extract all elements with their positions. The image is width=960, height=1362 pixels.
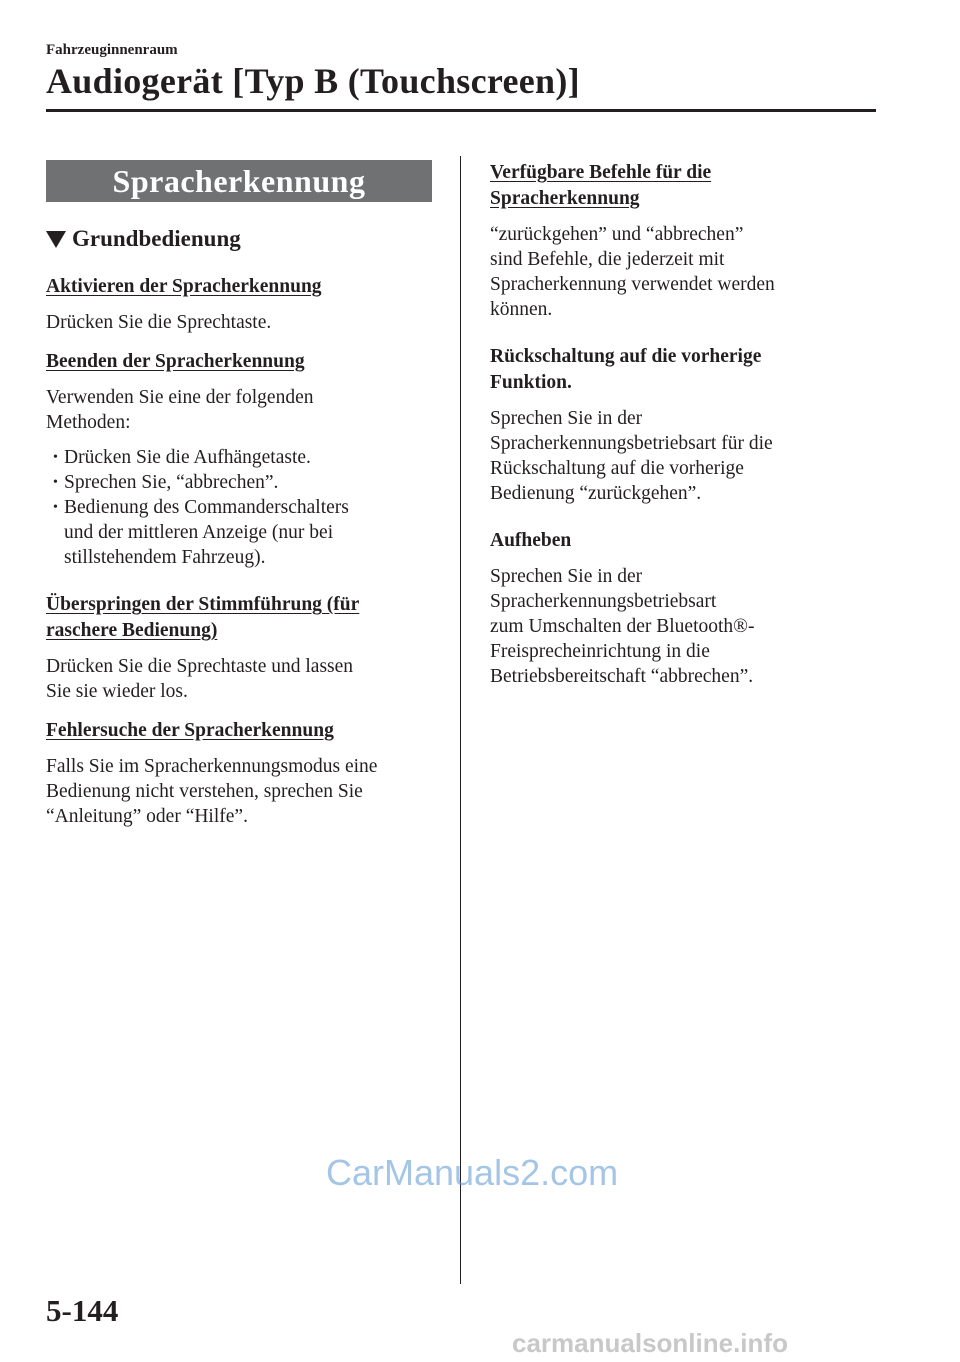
text-line: Drücken Sie die Sprechtaste und lassen [46, 656, 354, 677]
text-line: stillstehendem Fahrzeug). [64, 547, 266, 568]
text-line: und der mittleren Anzeige (nur bei [64, 522, 334, 543]
text-line: Falls Sie im Spracherkennungsmodus eine [46, 756, 378, 777]
paragraph-cancel [490, 564, 876, 689]
triangle-marker-icon [46, 231, 66, 248]
watermark: CarManuals2.com [326, 1152, 619, 1193]
text-line: Spracherkennung verwendet werden [490, 274, 775, 295]
text-line: Rückschaltung auf die vorherige [490, 458, 744, 479]
page-title: Audiogerät [Typ B (Touchscreen)] [46, 61, 580, 101]
text-line: Verwenden Sie eine der folgenden [46, 387, 314, 408]
right-column [490, 160, 876, 689]
end-methods-list [46, 445, 432, 570]
section-heading [46, 226, 432, 252]
text-line: zum Umschalten der Bluetooth®- [490, 616, 755, 637]
text-line: • Bedienung des Commanderschalters [64, 497, 349, 518]
subheading-troubleshoot: Fehlersuche der Spracherkennung [46, 720, 334, 741]
paragraph-skip [46, 654, 432, 704]
paragraph-troubleshoot [46, 754, 432, 829]
list-item: • Drücken Sie die Aufhängetaste. [46, 445, 432, 470]
text-line: Spracherkennungsbetriebsart für die [490, 433, 773, 454]
subheading-end: Beenden der Spracherkennung [46, 351, 305, 372]
subheading-skip [46, 592, 432, 644]
section-heading-text: Grundbedienung [72, 226, 241, 251]
title-rule [46, 109, 876, 112]
text-line: Freisprecheinrichtung in die [490, 641, 710, 662]
subheading-goback [490, 344, 876, 396]
text-line: Rückschaltung auf die vorherige [490, 346, 762, 367]
subheading-commands [490, 160, 876, 212]
paragraph-goback [490, 406, 876, 506]
paragraph-commands [490, 222, 876, 322]
text-line: Sprechen Sie in der [490, 566, 643, 587]
paragraph-activate: Drücken Sie die Sprechtaste. [46, 312, 272, 333]
text-line: raschere Bedienung) [46, 620, 218, 641]
text-line: Funktion. [490, 372, 572, 393]
text-line: Spracherkennungsbetriebsart [490, 591, 717, 612]
text-line: Sprechen Sie in der [490, 408, 643, 429]
section-label: Fahrzeuginnenraum [46, 42, 178, 58]
text-line: können. [490, 299, 553, 320]
text-line: Überspringen der Stimmführung (für [46, 594, 360, 615]
text-line: Bedienung “zurückgehen”. [490, 483, 702, 504]
text-line: Verfügbare Befehle für die [490, 162, 712, 183]
list-item: • Sprechen Sie, “abbrechen”. [46, 470, 432, 495]
text-line: Bedienung nicht verstehen, sprechen Sie [46, 781, 363, 802]
list-item [46, 495, 432, 570]
section-banner: Spracherkennung [46, 160, 432, 202]
text-line: Methoden: [46, 412, 131, 433]
text-line: “Anleitung” oder “Hilfe”. [46, 806, 248, 827]
text-line: sind Befehle, die jederzeit mit [490, 249, 725, 270]
left-column [46, 160, 432, 829]
text-line: Sie sie wieder los. [46, 681, 188, 702]
text-line: Spracherkennung [490, 188, 640, 209]
text-line: “zurückgehen” und “abbrechen” [490, 224, 744, 245]
page-number: 5-144 [46, 1293, 119, 1328]
subheading-cancel: Aufheben [490, 530, 572, 551]
corner-watermark: carmanualsonline.info [512, 1328, 788, 1358]
paragraph-end [46, 385, 432, 435]
subheading-activate: Aktivieren der Spracherkennung [46, 276, 322, 297]
column-divider [460, 156, 461, 1284]
text-line: Betriebsbereitschaft “abbrechen”. [490, 666, 754, 687]
